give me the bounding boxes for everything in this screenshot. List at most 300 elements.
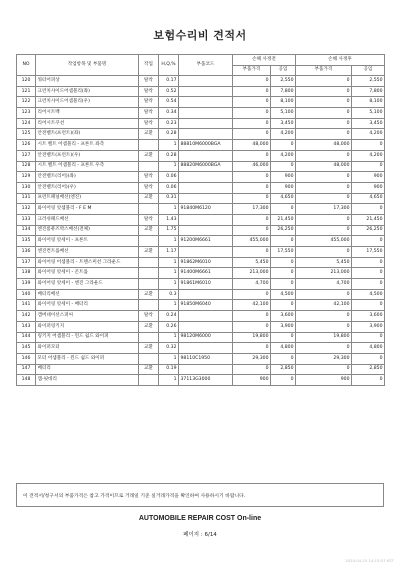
- table-row: [17, 353, 385, 364]
- cell-hq: 0.3: [159, 289, 179, 300]
- cell-ap: 0: [296, 311, 352, 322]
- table-row: [17, 204, 385, 215]
- cell-ap: 0: [296, 343, 352, 354]
- cell-bp: 213,000: [233, 268, 271, 279]
- cell-bp: 0: [233, 129, 271, 140]
- cell-hq: 1: [159, 257, 179, 268]
- cell-al: 17,550: [352, 247, 385, 258]
- cell-item: 안전벨트(리어)(우): [36, 182, 139, 193]
- cell-work: 교환: [139, 321, 159, 332]
- cell-al: 0: [352, 332, 385, 343]
- table-row: [17, 76, 385, 87]
- cell-al: 900: [352, 182, 385, 193]
- cell-ap: 0: [296, 150, 352, 161]
- cell-hq: 0.28: [159, 129, 179, 140]
- cell-hq: 1.17: [159, 247, 179, 258]
- cell-bl: 0: [271, 300, 296, 311]
- cell-code: 98120M6000: [179, 332, 233, 343]
- cell-ap: 213,000: [296, 268, 352, 279]
- cell-bp: 900: [233, 375, 271, 386]
- cell-hq: 1: [159, 161, 179, 172]
- cell-bl: 0: [271, 353, 296, 364]
- cell-al: 2,550: [352, 76, 385, 87]
- table-row: [17, 172, 385, 183]
- cell-code: [179, 108, 233, 119]
- cell-work: [139, 300, 159, 311]
- cell-no: 132: [17, 204, 36, 215]
- cell-no: 133: [17, 214, 36, 225]
- cell-bp: 0: [233, 108, 271, 119]
- cell-ap: 48,000: [296, 161, 352, 172]
- cell-al: 4,200: [352, 129, 385, 140]
- cell-bl: 0: [271, 236, 296, 247]
- cell-no: 136: [17, 247, 36, 258]
- cell-ap: 0: [296, 129, 352, 140]
- cell-al: 3,900: [352, 321, 385, 332]
- cell-bp: 17,300: [233, 204, 271, 215]
- cell-al: 4,500: [352, 289, 385, 300]
- cell-no: 120: [17, 76, 36, 87]
- cell-bl: 3,600: [271, 311, 296, 322]
- cell-bp: 19,800: [233, 332, 271, 343]
- cell-work: 탈착: [139, 214, 159, 225]
- cell-al: 0: [352, 204, 385, 215]
- cell-item: 배터리: [36, 364, 139, 375]
- cell-ap: 29,300: [296, 353, 352, 364]
- cell-no: 144: [17, 332, 36, 343]
- table-row: [17, 225, 385, 236]
- cell-code: 37113G3000: [179, 375, 233, 386]
- disclaimer-note: 이 견적서/청구서의 부품가격은 참고 가격이므로 거래일 기준 실거래가격을 확인하여 사용하시기 바랍니다.: [16, 483, 384, 507]
- cell-ap: 0: [296, 86, 352, 97]
- cell-ap: 17,300: [296, 204, 352, 215]
- cell-no: 137: [17, 257, 36, 268]
- cell-code: [179, 129, 233, 140]
- cell-bp: 0: [233, 172, 271, 183]
- cell-bl: 4,650: [271, 193, 296, 204]
- cell-no: 143: [17, 321, 36, 332]
- table-row: [17, 247, 385, 258]
- cell-code: 91840M6120: [179, 204, 233, 215]
- header-after-parts: 부품가격: [296, 65, 352, 76]
- cell-work: 교환: [139, 150, 159, 161]
- cell-bl: 26,250: [271, 225, 296, 236]
- cell-no: 145: [17, 343, 36, 354]
- cell-code: [179, 182, 233, 193]
- cell-al: 3,450: [352, 118, 385, 129]
- cell-bl: 0: [271, 268, 296, 279]
- cell-bl: 3,900: [271, 321, 296, 332]
- cell-no: 139: [17, 279, 36, 290]
- cell-item: 쿼터어퍼상: [36, 76, 139, 87]
- cell-item: 배터리배선: [36, 289, 139, 300]
- table-row: [17, 193, 385, 204]
- cell-bl: 21,450: [271, 214, 296, 225]
- cell-no: 127: [17, 150, 36, 161]
- cell-no: 141: [17, 300, 36, 311]
- cell-ap: 0: [296, 172, 352, 183]
- cell-no: 123: [17, 108, 36, 119]
- cell-bl: 7,800: [271, 86, 296, 97]
- cell-ap: 0: [296, 364, 352, 375]
- cell-work: 교환: [139, 225, 159, 236]
- cell-work: [139, 204, 159, 215]
- table-row: [17, 332, 385, 343]
- cell-item: 캡-핏데리: [36, 375, 139, 386]
- cell-hq: 0.52: [159, 86, 179, 97]
- cell-item: 엔진룸퓨즈박스배선(전체): [36, 225, 139, 236]
- cell-code: [179, 172, 233, 183]
- header-item: 작업항목 및 부품명: [36, 55, 139, 76]
- cell-hq: 0.26: [159, 321, 179, 332]
- cell-code: 91861M6010: [179, 279, 233, 290]
- cell-hq: 1: [159, 300, 179, 311]
- cell-al: 7,800: [352, 86, 385, 97]
- cell-item: 안전벨트(프런트)(우): [36, 150, 139, 161]
- cell-code: [179, 118, 233, 129]
- cell-item: 크런치사이드어셈블리(좌): [36, 86, 139, 97]
- cell-code: 98110C1950: [179, 353, 233, 364]
- table-row: [17, 300, 385, 311]
- table-row: [17, 150, 385, 161]
- cell-item: 와이어링 앗세이 - 엔진 그라운드: [36, 279, 139, 290]
- cell-ap: 42,100: [296, 300, 352, 311]
- cell-item: 캠버네이선스퍼씨: [36, 311, 139, 322]
- cell-bp: 0: [233, 193, 271, 204]
- cell-work: 교환: [139, 364, 159, 375]
- cell-work: 교환: [139, 247, 159, 258]
- cell-work: 탈착: [139, 86, 159, 97]
- cell-hq: 1: [159, 236, 179, 247]
- cell-al: 0: [352, 268, 385, 279]
- cell-no: 130: [17, 182, 36, 193]
- cell-ap: 0: [296, 225, 352, 236]
- footer-brand: AUTOMOBILE REPAIR COST On-line: [138, 515, 262, 522]
- cell-bl: 8,100: [271, 97, 296, 108]
- cell-al: 0: [352, 236, 385, 247]
- page-number: 페이지 : 6/14: [183, 532, 217, 538]
- cell-ap: 0: [296, 182, 352, 193]
- cell-bp: 0: [233, 214, 271, 225]
- cell-al: 21,450: [352, 214, 385, 225]
- cell-item: 모터 어셈블리 - 윈드 쉴드 와이퍼: [36, 353, 139, 364]
- cell-no: 138: [17, 268, 36, 279]
- cell-item: 와이어링 앗세이 - 콘트롤: [36, 268, 139, 279]
- cell-item: 와이퍼링키지: [36, 321, 139, 332]
- cell-item: 크런치사이드어셈블리(우): [36, 97, 139, 108]
- cell-bp: 46,000: [233, 161, 271, 172]
- cell-bl: 4,800: [271, 343, 296, 354]
- table-row: [17, 161, 385, 172]
- cell-hq: 1.75: [159, 225, 179, 236]
- header-no: NO: [17, 55, 36, 76]
- estimate-table: [16, 54, 385, 386]
- cell-hq: 0.23: [159, 118, 179, 129]
- cell-bl: 900: [271, 172, 296, 183]
- cell-work: 탈착: [139, 108, 159, 119]
- header-work: 작업: [139, 55, 159, 76]
- table-row: [17, 214, 385, 225]
- table-row: [17, 140, 385, 151]
- header-after-group: 손해 사정후: [296, 55, 385, 66]
- cell-al: 900: [352, 172, 385, 183]
- table-row: [17, 97, 385, 108]
- cell-bp: 42,100: [233, 300, 271, 311]
- cell-al: 0: [352, 140, 385, 151]
- cell-item: 크러쉬패드배선: [36, 214, 139, 225]
- cell-hq: 0.17: [159, 76, 179, 87]
- cell-code: [179, 364, 233, 375]
- cell-hq: 0.31: [159, 193, 179, 204]
- cell-bp: 0: [233, 150, 271, 161]
- table-row: [17, 321, 385, 332]
- cell-hq: 1: [159, 375, 179, 386]
- table-row: [17, 343, 385, 354]
- cell-hq: 0.19: [159, 364, 179, 375]
- cell-al: 0: [352, 375, 385, 386]
- cell-hq: 1.43: [159, 214, 179, 225]
- header-before-parts: 부품가격: [233, 65, 271, 76]
- cell-bl: 0: [271, 161, 296, 172]
- cell-hq: 0.34: [159, 108, 179, 119]
- table-row: [17, 375, 385, 386]
- cell-work: 교환: [139, 193, 159, 204]
- cell-no: 126: [17, 140, 36, 151]
- cell-no: 122: [17, 97, 36, 108]
- cell-ap: 0: [296, 321, 352, 332]
- cell-ap: 0: [296, 247, 352, 258]
- cell-ap: 0: [296, 97, 352, 108]
- cell-code: 88810M6000BGA: [179, 140, 233, 151]
- document-title: 보험수리비 견적서: [153, 29, 247, 42]
- cell-al: 0: [352, 161, 385, 172]
- cell-work: [139, 236, 159, 247]
- table-row: [17, 279, 385, 290]
- cell-item: 안전벨트(리어)(좌): [36, 172, 139, 183]
- cell-bp: 0: [233, 321, 271, 332]
- cell-ap: 0: [296, 108, 352, 119]
- cell-al: 8,100: [352, 97, 385, 108]
- cell-al: 4,650: [352, 193, 385, 204]
- cell-item: 시트 벨트 어셈블리 - 프론트 좌측: [36, 140, 139, 151]
- cell-al: 0: [352, 353, 385, 364]
- cell-no: 131: [17, 193, 36, 204]
- cell-item: 엔진컨트롤배선: [36, 247, 139, 258]
- cell-no: 134: [17, 225, 36, 236]
- cell-work: [139, 257, 159, 268]
- cell-code: 91850M6040: [179, 300, 233, 311]
- cell-work: 교환: [139, 289, 159, 300]
- cell-no: 121: [17, 86, 36, 97]
- cell-item: 프런트패널배선(엔진): [36, 193, 139, 204]
- cell-code: [179, 311, 233, 322]
- header-before-group: 손해 사정전: [233, 55, 296, 66]
- cell-work: 교환: [139, 343, 159, 354]
- cell-work: [139, 279, 159, 290]
- cell-bl: 0: [271, 375, 296, 386]
- cell-hq: 0.28: [159, 150, 179, 161]
- print-timestamp: 2024-04-15 14:13:57 KST: [345, 558, 394, 563]
- table-row: [17, 257, 385, 268]
- table-row: [17, 311, 385, 322]
- cell-bl: 0: [271, 332, 296, 343]
- cell-code: 88820M6000BGA: [179, 161, 233, 172]
- cell-item: 와이어링 앗세이 - 배터리: [36, 300, 139, 311]
- cell-bp: 455,000: [233, 236, 271, 247]
- cell-work: 탈착: [139, 76, 159, 87]
- cell-bl: 900: [271, 182, 296, 193]
- cell-bp: 48,000: [233, 140, 271, 151]
- cell-code: [179, 97, 233, 108]
- cell-item: 와이어링 앗세이 - 프론트: [36, 236, 139, 247]
- header-hq: H,Q,%: [159, 55, 179, 76]
- cell-no: 147: [17, 364, 36, 375]
- cell-code: [179, 86, 233, 97]
- cell-code: [179, 289, 233, 300]
- cell-ap: 0: [296, 214, 352, 225]
- cell-code: [179, 247, 233, 258]
- cell-item: 시트 벨트 어셈블리 - 프론트 우측: [36, 161, 139, 172]
- cell-bl: 4,500: [271, 289, 296, 300]
- cell-bl: 2,550: [271, 76, 296, 87]
- cell-ap: 0: [296, 118, 352, 129]
- cell-work: [139, 353, 159, 364]
- cell-bl: 0: [271, 140, 296, 151]
- cell-code: 91200M6661: [179, 236, 233, 247]
- cell-work: 탈착: [139, 97, 159, 108]
- cell-work: [139, 332, 159, 343]
- cell-code: [179, 321, 233, 332]
- table-row: [17, 236, 385, 247]
- cell-ap: 900: [296, 375, 352, 386]
- cell-code: [179, 343, 233, 354]
- cell-work: [139, 161, 159, 172]
- header-after-labor: 공임: [352, 65, 385, 76]
- cell-work: [139, 375, 159, 386]
- cell-no: 146: [17, 353, 36, 364]
- cell-al: 26,250: [352, 225, 385, 236]
- cell-hq: 0.54: [159, 97, 179, 108]
- cell-ap: 0: [296, 193, 352, 204]
- cell-bl: 0: [271, 257, 296, 268]
- cell-bp: 0: [233, 182, 271, 193]
- cell-ap: 48,000: [296, 140, 352, 151]
- cell-hq: 1: [159, 140, 179, 151]
- table-row: [17, 129, 385, 140]
- header-before-labor: 공임: [271, 65, 296, 76]
- cell-al: 4,800: [352, 343, 385, 354]
- cell-bl: 5,100: [271, 108, 296, 119]
- cell-bl: 4,200: [271, 129, 296, 140]
- cell-bl: 0: [271, 204, 296, 215]
- cell-al: 3,600: [352, 311, 385, 322]
- cell-ap: 455,000: [296, 236, 352, 247]
- cell-hq: 0.32: [159, 343, 179, 354]
- cell-hq: 1: [159, 332, 179, 343]
- cell-no: 148: [17, 375, 36, 386]
- cell-bp: 5,450: [233, 257, 271, 268]
- cell-work: 탈착: [139, 311, 159, 322]
- table-row: [17, 108, 385, 119]
- cell-bp: 0: [233, 118, 271, 129]
- cell-ap: 4,700: [296, 279, 352, 290]
- cell-item: 리어시트쿠션: [36, 118, 139, 129]
- cell-hq: 1: [159, 268, 179, 279]
- cell-bl: 3,450: [271, 118, 296, 129]
- cell-item: 와이퍼모터: [36, 343, 139, 354]
- table-row: [17, 118, 385, 129]
- cell-no: 140: [17, 289, 36, 300]
- cell-bp: 0: [233, 289, 271, 300]
- cell-hq: 0.24: [159, 311, 179, 322]
- cell-al: 2,850: [352, 364, 385, 375]
- cell-item: 와이어링 앗셈블리 - F E M: [36, 204, 139, 215]
- cell-al: 5,100: [352, 108, 385, 119]
- table-row: [17, 268, 385, 279]
- cell-code: 91400M6661: [179, 268, 233, 279]
- table-row: [17, 182, 385, 193]
- cell-bl: 0: [271, 279, 296, 290]
- cell-no: 128: [17, 161, 36, 172]
- cell-bl: 17,550: [271, 247, 296, 258]
- cell-ap: 5,450: [296, 257, 352, 268]
- cell-al: 0: [352, 279, 385, 290]
- cell-code: [179, 214, 233, 225]
- cell-hq: 1: [159, 204, 179, 215]
- cell-al: 0: [352, 300, 385, 311]
- cell-bp: 29,300: [233, 353, 271, 364]
- cell-bp: 0: [233, 86, 271, 97]
- cell-bp: 4,700: [233, 279, 271, 290]
- cell-al: 4,200: [352, 150, 385, 161]
- cell-hq: 1: [159, 353, 179, 364]
- cell-bp: 0: [233, 311, 271, 322]
- header-code: 부품코드: [179, 55, 233, 76]
- cell-work: [139, 268, 159, 279]
- cell-item: 링키지 어셈블리 - 윈드 쉴드 와이퍼: [36, 332, 139, 343]
- cell-bp: 0: [233, 343, 271, 354]
- cell-hq: 0.06: [159, 172, 179, 183]
- cell-no: 124: [17, 118, 36, 129]
- table-row: [17, 364, 385, 375]
- cell-no: 135: [17, 236, 36, 247]
- cell-item: 리어시트백: [36, 108, 139, 119]
- cell-no: 142: [17, 311, 36, 322]
- cell-code: [179, 76, 233, 87]
- cell-code: [179, 150, 233, 161]
- table-row: [17, 289, 385, 300]
- cell-ap: 0: [296, 76, 352, 87]
- cell-no: 125: [17, 129, 36, 140]
- cell-work: 탈착: [139, 118, 159, 129]
- cell-code: 91862M6010: [179, 257, 233, 268]
- cell-code: [179, 225, 233, 236]
- cell-item: 안전벨트(프런트)(좌): [36, 129, 139, 140]
- cell-no: 129: [17, 172, 36, 183]
- table-row: [17, 86, 385, 97]
- cell-bl: 2,850: [271, 364, 296, 375]
- cell-bp: 0: [233, 247, 271, 258]
- cell-work: 교환: [139, 129, 159, 140]
- cell-work: [139, 140, 159, 151]
- cell-work: 탈착: [139, 182, 159, 193]
- cell-ap: 19,800: [296, 332, 352, 343]
- cell-bp: 0: [233, 97, 271, 108]
- cell-code: [179, 193, 233, 204]
- cell-al: 0: [352, 257, 385, 268]
- cell-work: 탈착: [139, 172, 159, 183]
- cell-item: 와이어링 어셈블리 - 트랜스미션 그라운드: [36, 257, 139, 268]
